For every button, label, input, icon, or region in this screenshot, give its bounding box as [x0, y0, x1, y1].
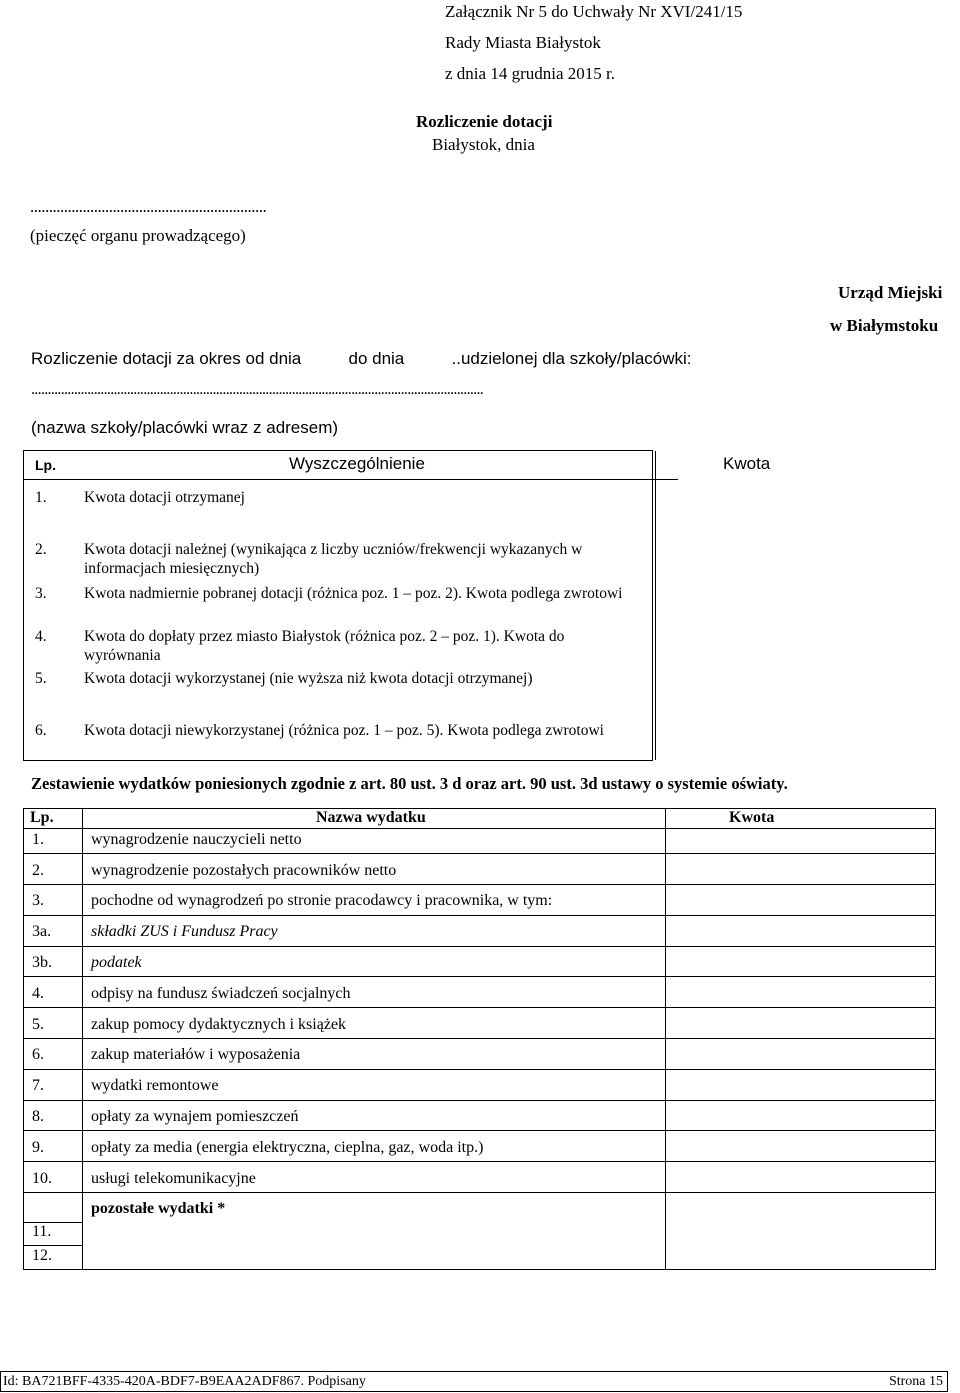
table-divider [24, 946, 935, 947]
t1-row-lp: 6. [35, 722, 47, 739]
t2-row-lp: 4. [32, 985, 44, 1002]
t2-row-text: opłaty za media (energia elektryczna, cieplna, gaz, woda itp.) [91, 1139, 484, 1156]
period-line: Rozliczenie dotacji za okres od dnia do dnia ..udzielonej dla szkoły/placówki: [31, 349, 692, 368]
dotation-table [23, 450, 771, 761]
attachment-header: Załącznik Nr 5 do Uchwały Nr XVI/241/15 [445, 2, 743, 21]
t2-row-lp: 3. [32, 892, 44, 909]
t1-header-amount: Kwota [723, 454, 771, 473]
t2-row-lp: 2. [32, 862, 44, 879]
summary-title: Zestawienie wydatków poniesionych zgodnie z art. 80 ust. 3 d oraz art. 90 ust. 3d ustawy o systemie oświaty. [31, 774, 788, 793]
t2-row-text: wynagrodzenie pozostałych pracowników netto [91, 862, 397, 879]
table-divider [24, 1245, 82, 1246]
recipient-line1: Urząd Miejski [838, 283, 943, 302]
place-date: Białystok, dnia [432, 135, 535, 154]
table-divider [24, 976, 935, 977]
t1-row-text: Kwota nadmiernie pobranej dotacji (różnica poz. 1 – poz. 2). Kwota podlega zwrotowi [84, 585, 623, 602]
t1-row-text: Kwota dotacji niewykorzystanej (różnica poz. 1 – poz. 5). Kwota podlega zwrotowi [84, 722, 604, 739]
recipient-line2: w Białymstoku [830, 316, 939, 335]
table-divider [82, 809, 83, 1269]
table-divider [24, 1130, 935, 1131]
resolution-date: z dnia 14 grudnia 2015 r. [445, 64, 615, 83]
t1-row-text: Kwota do dopłaty przez miasto Białystok (różnica poz. 2 – poz. 1). Kwota do wyrównania [84, 628, 565, 664]
t2-row-lp: 12. [32, 1247, 52, 1264]
t2-header-lp: Lp. [30, 809, 54, 826]
table-divider [24, 1038, 935, 1039]
document-id: Id: BA721BFF-4335-420A-BDF7-B9EAA2ADF867. Podpisany [3, 1374, 366, 1389]
school-label: (nazwa szkoły/placówki wraz z adresem) [31, 418, 339, 437]
t1-row-lp: 5. [35, 670, 47, 687]
t2-row-lp: 11. [32, 1223, 52, 1240]
page-footer [0, 1371, 948, 1392]
table-divider [24, 915, 935, 916]
t2-row-text: usługi telekomunikacyjne [91, 1170, 256, 1187]
t1-row-lp: 4. [35, 628, 47, 645]
t2-row-lp: 5. [32, 1016, 44, 1033]
t2-header-amount: Kwota [729, 809, 775, 826]
t2-row-text: zakup pomocy dydaktycznych i książek [91, 1016, 347, 1033]
t1-row-text: Kwota dotacji wykorzystanej (nie wyższa niż kwota dotacji otrzymanej) [84, 670, 533, 687]
table-divider [24, 1007, 935, 1008]
table-divider [24, 1192, 935, 1193]
t2-row-lp: 10. [32, 1170, 52, 1187]
t1-row-text: Kwota dotacji otrzymanej [84, 489, 245, 506]
t1-header-desc: Wyszczególnienie [289, 454, 425, 473]
t1-row-lp: 3. [35, 585, 47, 602]
page-number: Strona 15 [888, 1374, 943, 1389]
school-dots: ......................................................................................................................................... [31, 381, 484, 398]
t2-row-lp: 6. [32, 1046, 44, 1063]
table-divider [24, 828, 935, 829]
stamp-dots: ............................................................... [30, 197, 267, 216]
t2-row-lp: 3a. [32, 923, 52, 940]
t2-row-text: odpisy na fundusz świadczeń socjalnych [91, 985, 351, 1002]
t1-row-text: Kwota dotacji należnej (wynikająca z liczby uczniów/frekwencji wykazanych w informacjach miesięcznych) [84, 541, 583, 577]
t1-header-lp: Lp. [35, 457, 56, 473]
table-divider [24, 853, 935, 854]
table-divider [24, 1069, 935, 1070]
table-divider [655, 451, 656, 760]
stamp-label: (pieczęć organu prowadzącego) [30, 226, 246, 245]
t2-row-text: zakup materiałów i wyposażenia [91, 1046, 301, 1063]
t2-row-lp: 3b. [32, 954, 52, 971]
table-divider [24, 884, 935, 885]
table-divider [24, 1161, 935, 1162]
t2-row-lp: 1. [32, 831, 44, 848]
t2-row-lp: 8. [32, 1108, 44, 1125]
t2-row-lp: 7. [32, 1077, 44, 1094]
expenses-table [23, 808, 936, 1270]
t2-row-text: opłaty za wynajem pomieszczeń [91, 1108, 299, 1125]
table-divider [665, 809, 666, 1269]
table-divider [24, 1100, 935, 1101]
t2-row-text: składki ZUS i Fundusz Pracy [91, 923, 278, 940]
t1-row-lp: 2. [35, 541, 47, 558]
council-name: Rady Miasta Białystok [445, 33, 601, 52]
t2-row-text: podatek [91, 954, 142, 971]
t2-row-text: wynagrodzenie nauczycieli netto [91, 831, 302, 848]
t2-row-text: pozostałe wydatki * [91, 1200, 226, 1217]
t1-row-lp: 1. [35, 489, 47, 506]
t2-row-lp: 9. [32, 1139, 44, 1156]
t2-header-name: Nazwa wydatku [316, 809, 426, 826]
t2-row-text: pochodne od wynagrodzeń po stronie pracodawcy i pracownika, w tym: [91, 892, 553, 909]
table-divider [24, 479, 678, 480]
document-title: Rozliczenie dotacji [416, 112, 553, 131]
t2-row-text: wydatki remontowe [91, 1077, 219, 1094]
